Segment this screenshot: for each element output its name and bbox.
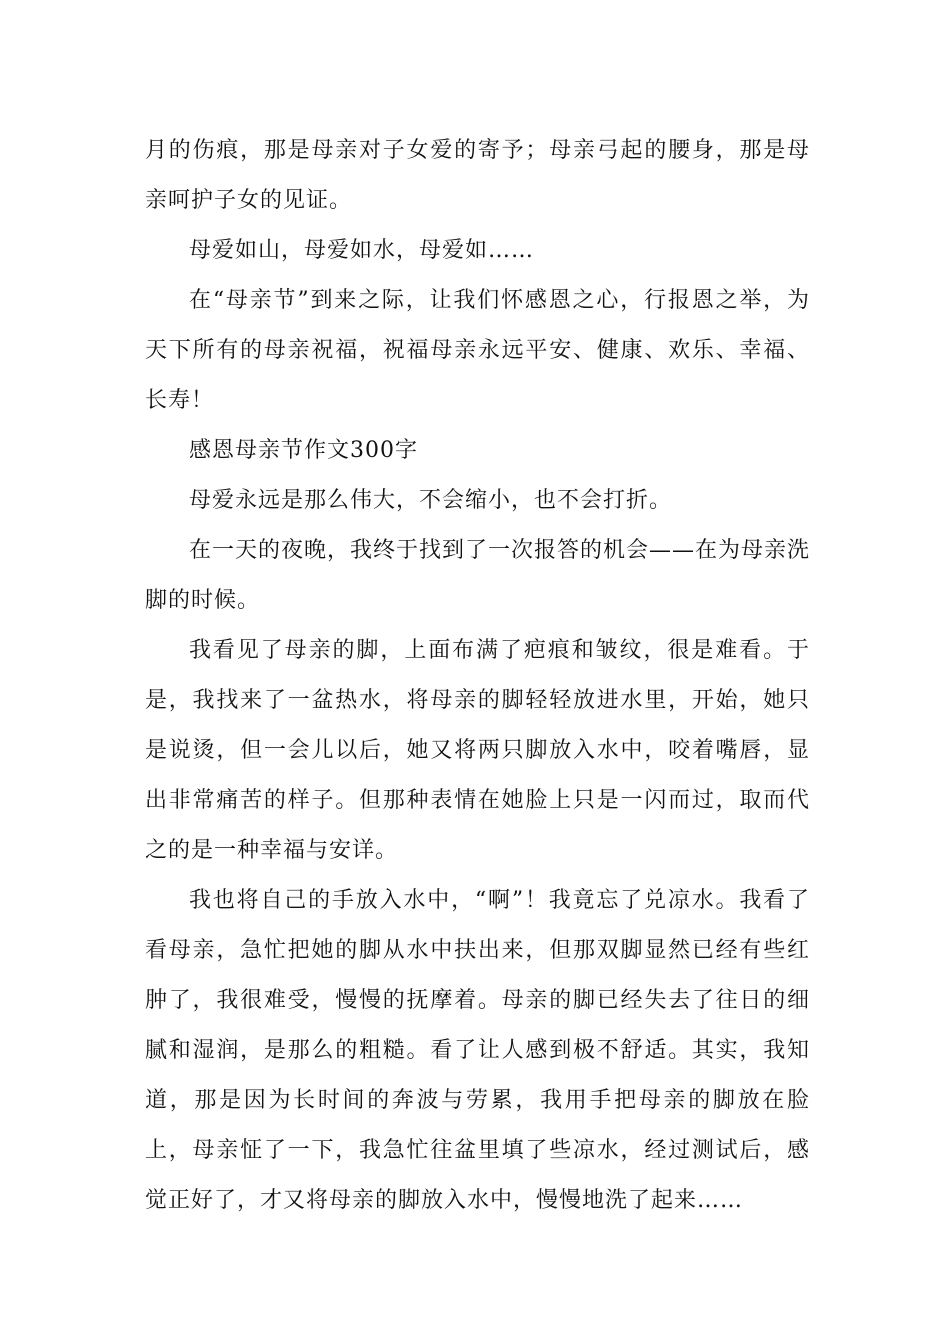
paragraph-6: 在一天的夜晚，我终于找到了一次报答的机会——在为母亲洗脚的时候。 <box>145 538 811 613</box>
essay-title: 感恩母亲节作文300字 <box>189 438 418 463</box>
paragraph-3: 在“母亲节”到来之际，让我们怀感恩之心，行报恩之举，为天下所有的母亲祝福，祝福母亲永远平安、健康、欢乐、幸福、长寿！ <box>145 288 810 413</box>
document-body <box>145 126 810 1226</box>
paragraph-5: 母爱永远是那么伟大，不会缩小，也不会打折。 <box>189 488 673 513</box>
paragraph-8: 我也将自己的手放入水中，“啊”！我竟忘了兑凉水。我看了看母亲，急忙把她的脚从水中扶出来，但那双脚显然已经有些红肿了，我很难受，慢慢的抚摩着。母亲的脚已经失去了往日的细腻和湿润，是那么的粗糙。看了让人感到极不舒适。其实，我知道，那是因为长时间的奔波与劳累，我用手把母亲的脚放在脸上，母亲怔了一下，我急忙往盆里填了些凉水，经过测试后，感觉正好了，才又将母亲的脚放入水中，慢慢地洗了起来…… <box>145 888 810 1213</box>
paragraph-7: 我看见了母亲的脚，上面布满了疤痕和皱纹，很是难看。于是，我找来了一盆热水，将母亲的脚轻轻放进水里，开始，她只是说烫，但一会儿以后，她又将两只脚放入水中，咬着嘴唇，显出非常痛苦的样子。但那种表情在她脸上只是一闪而过，取而代之的是一种幸福与安详。 <box>145 638 810 863</box>
paragraph-2: 母爱如山，母爱如水，母爱如…… <box>189 238 535 263</box>
paragraph-1: 月的伤痕，那是母亲对子女爱的寄予；母亲弓起的腰身，那是母亲呵护子女的见证。 <box>145 138 810 213</box>
